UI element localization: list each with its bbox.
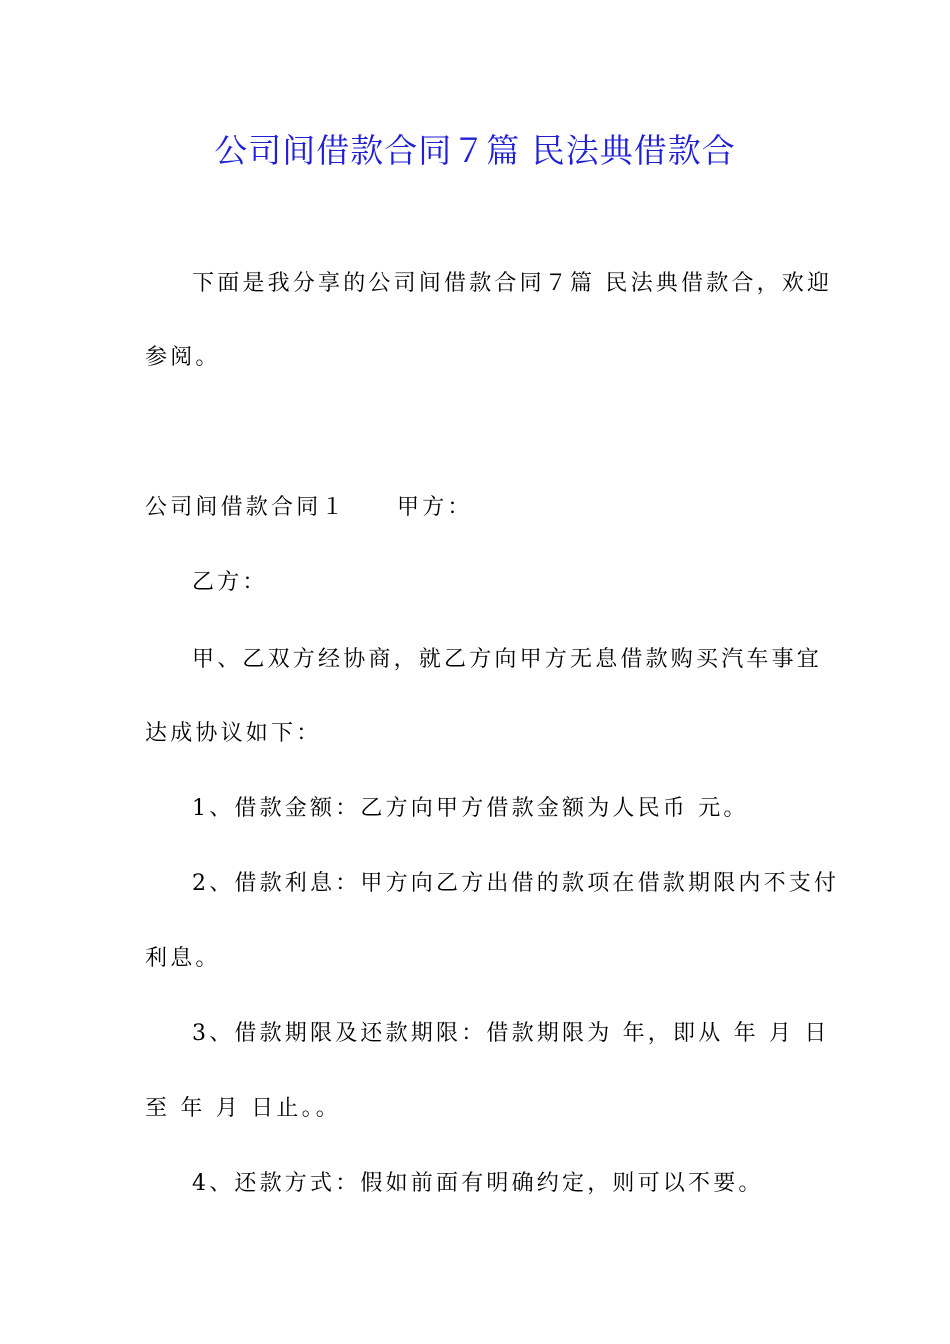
paragraph-line: 乙方： — [192, 570, 268, 595]
paragraph-line: 4、还款方式：假如前面有明确约定，则可以不要。 — [192, 1171, 764, 1196]
paragraph-line: 1、借款金额：乙方向甲方借款金额为人民币 元。 — [192, 796, 749, 821]
paragraph-line: 下面是我分享的公司间借款合同７篇 民法典借款合，欢迎 — [192, 271, 833, 296]
paragraph-line: 2、借款利息：甲方向乙方出借的款项在借款期限内不支付 — [192, 871, 840, 896]
paragraph-line: 参阅。 — [145, 345, 221, 370]
paragraph-line: 利息。 — [145, 946, 221, 971]
paragraph-line: 3、借款期限及还款期限：借款期限为 年，即从 年 月 日 — [192, 1021, 830, 1046]
document-title: 公司间借款合同７篇 民法典借款合 — [214, 131, 736, 170]
paragraph-line: 至 年 月 日止。。 — [145, 1096, 341, 1121]
section-heading: 公司间借款合同１ 甲方： — [145, 495, 473, 520]
paragraph-line: 达成协议如下： — [145, 721, 322, 746]
paragraph-line: 甲、乙双方经协商，就乙方向甲方无息借款购买汽车事宜 — [192, 647, 823, 672]
